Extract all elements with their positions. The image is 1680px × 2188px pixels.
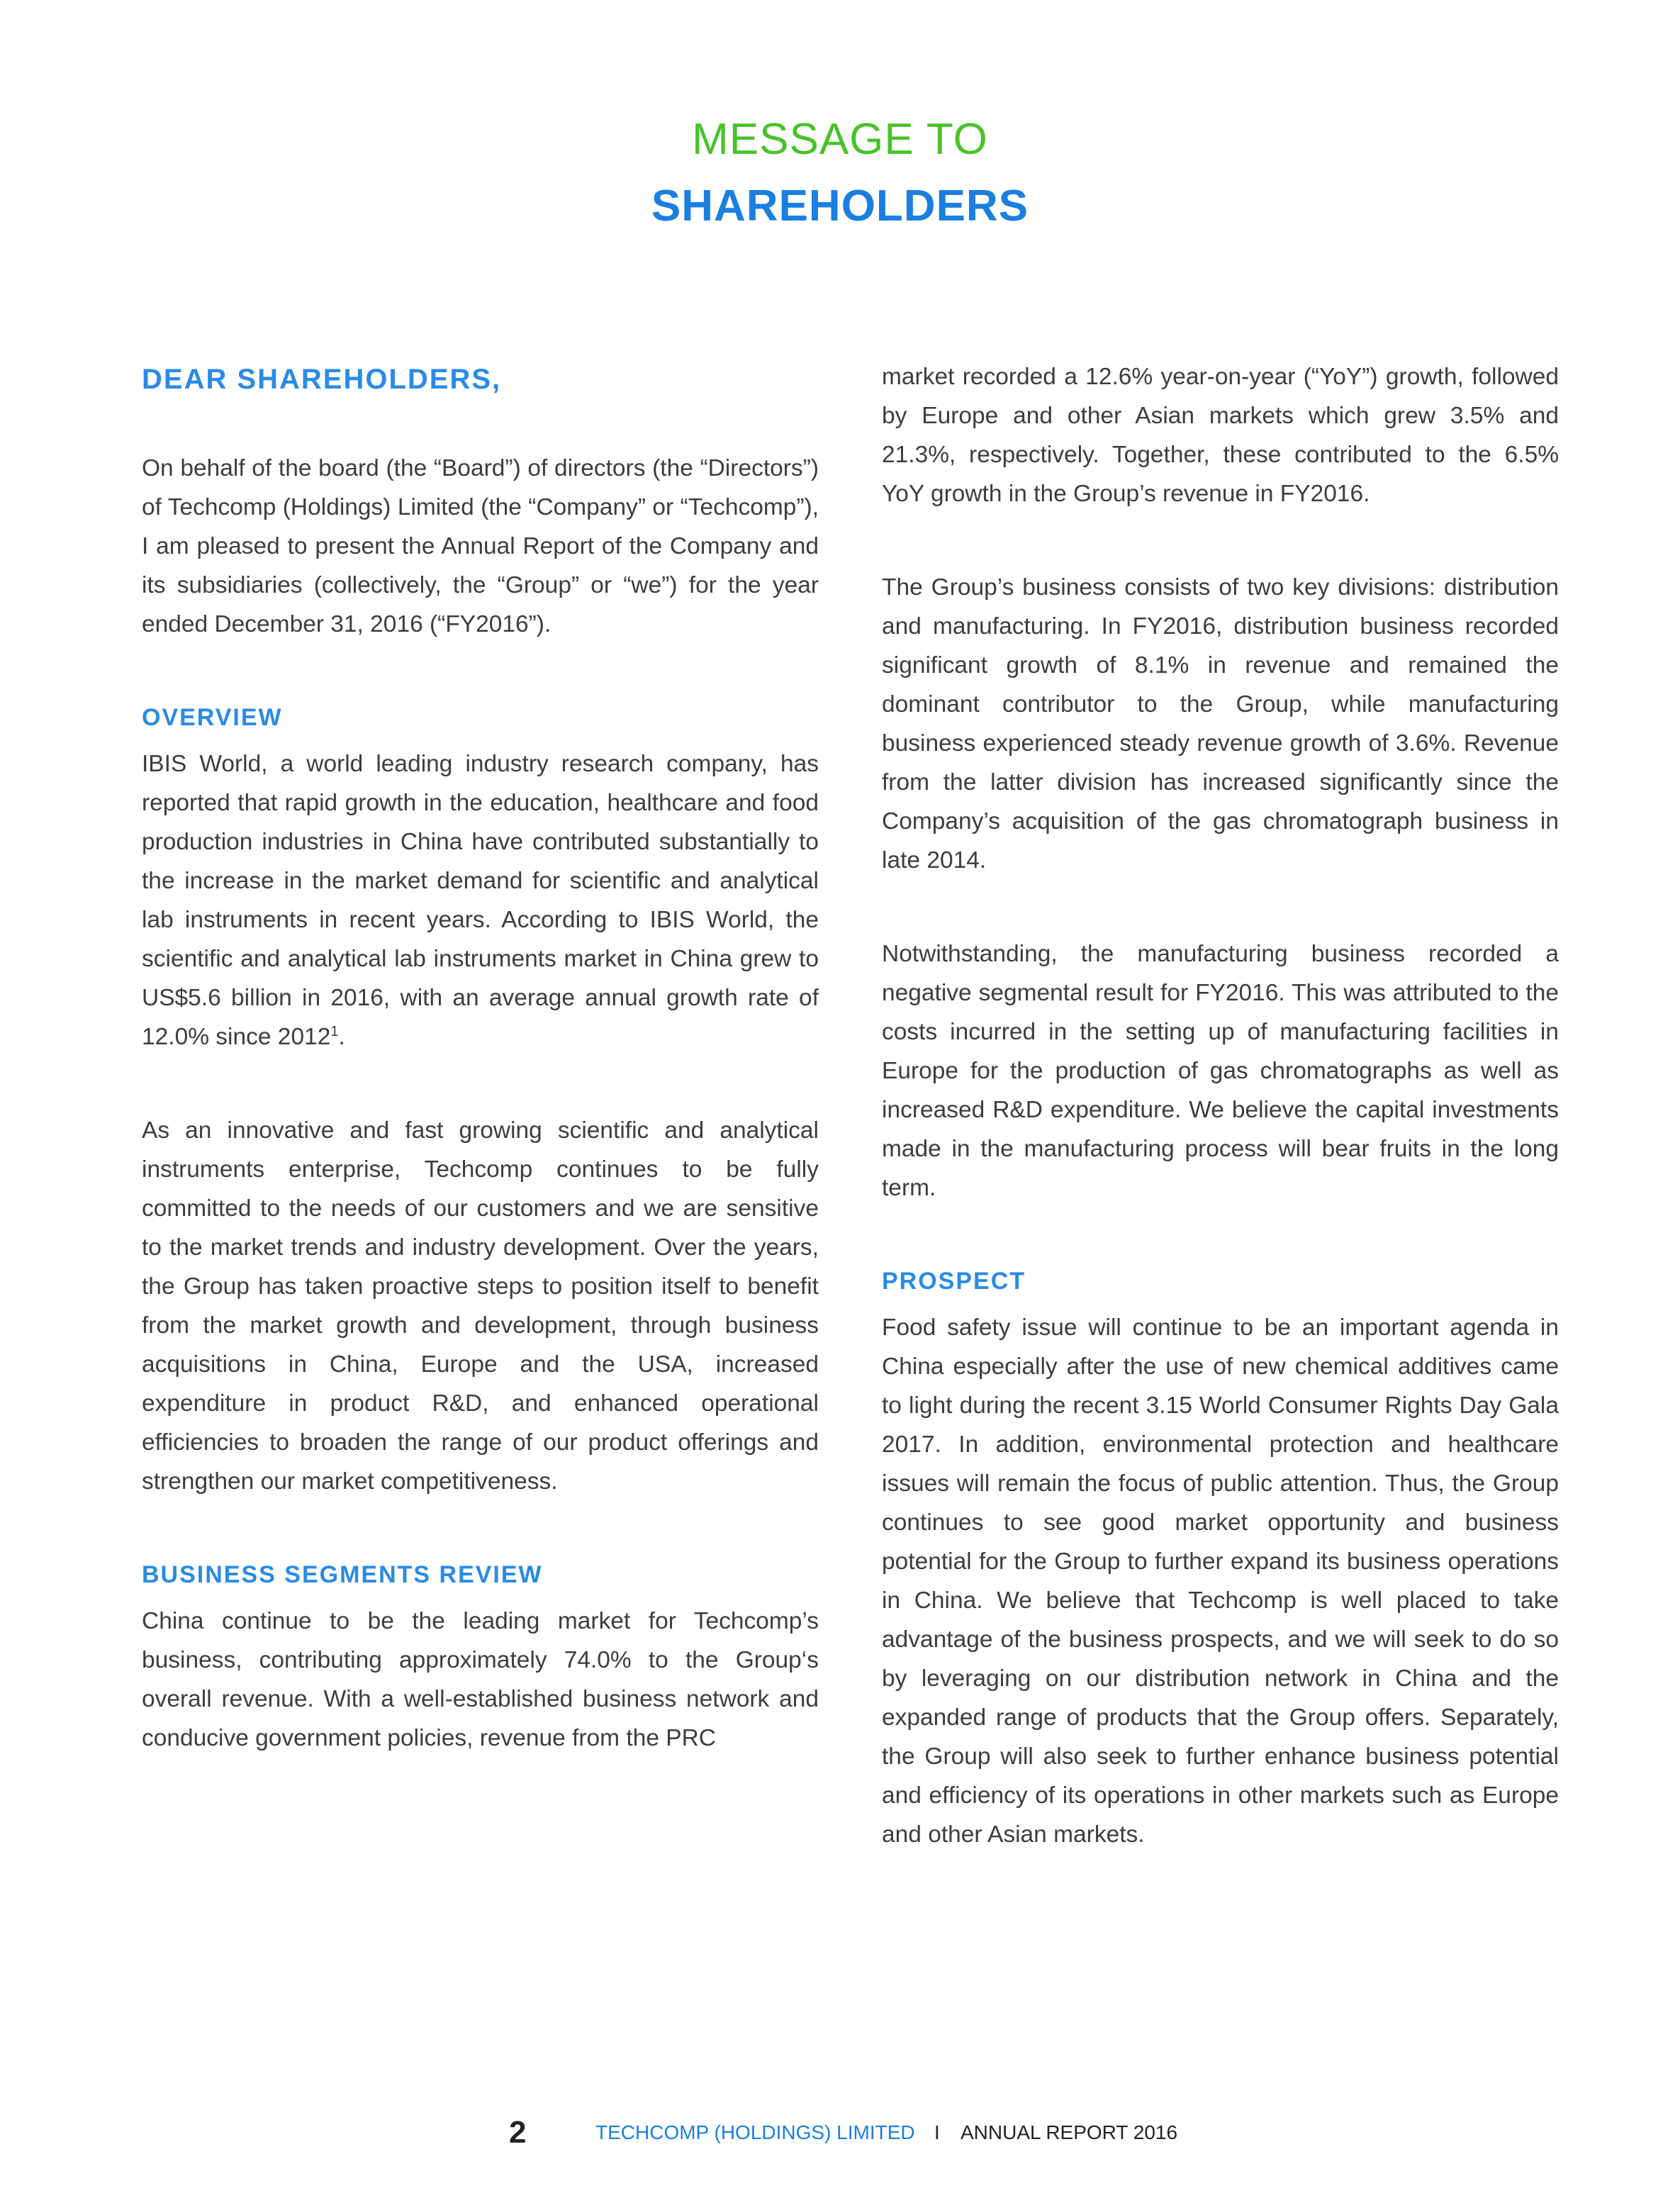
overview-paragraph-2: As an innovative and fast growing scientific and analytical instruments enterprise, Techcomp continues to be fully committed to the needs of our customers and we are sensitive to the market trends and industry development. Over the years, the Group has taken proactive steps to position itself to benefit from the market growth and development, through business acquisitions in China, Europe and the USA, increased expenditure in product R&D, and enhanced operational efficiencies to broaden the range of our product offerings and strengthen our market competitiveness. (142, 1117, 819, 1495)
prospect-heading: PROSPECT (882, 1268, 1026, 1295)
prospect-paragraph: Food safety issue will continue to be an important agenda in China especially after the use of new chemical additives came to light during the recent 3.15 World Consumer Rights Day Gala 2017. In addition, environmental protection and healthcare issues will remain the focus of public attention. Thus, the Group continues to see good market opportunity and business potential for the Group to further expand its business operations in China. We believe that Techcomp is well placed to take advantage of the business prospects, and we will seek to do so by leveraging on our distribution network in China and the expanded range of products that the Group offers. Separately, the Group will also seek to further enhance business potential and efficiency of its operations in other markets such as Europe and other Asian markets. (882, 1315, 1559, 1848)
overview-heading: OVERVIEW (142, 704, 283, 731)
salutation: DEAR SHAREHOLDERS, (142, 364, 502, 395)
title-line-2: SHAREHOLDERS (651, 182, 1029, 230)
footer-company-name: TECHCOMP (HOLDINGS) LIMITED (595, 2121, 915, 2143)
overview-paragraph-1-end: . (338, 1024, 345, 1050)
title-line-1: MESSAGE TO (692, 115, 988, 164)
intro-paragraph: On behalf of the board (the “Board”) of directors (the “Directors”) of Techcomp (Holdings) Limited (the “Company” or “Techcomp”), I am pleased to present the Annual Report of the Company and its subsidiaries (collectively, the “Group” or “we”) for the year ended December 31, 2016 (“FY2016”). (142, 455, 819, 637)
segments-heading: BUSINESS SEGMENTS REVIEW (142, 1561, 543, 1588)
footer-separator: I (934, 2121, 940, 2143)
segments-paragraph-1: China continue to be the leading market for Techcomp’s business, contributing approximately 74.0% to the Group‘s overall revenue. With a well-established business network and conducive government policies, revenue from the PRC (142, 1608, 819, 1751)
footnote-marker: 1 (330, 1023, 339, 1039)
footer-report-title: ANNUAL REPORT 2016 (961, 2121, 1178, 2143)
page-number: 2 (509, 2115, 527, 2150)
segments-paragraph-3: Notwithstanding, the manufacturing business recorded a negative segmental result for FY2016. This was attributed to the costs incurred in the setting up of manufacturing facilities in Europe for the production of gas chromatographs as well as increased R&D expenditure. We believe the capital investments made in the manufacturing process will bear fruits in the long term. (882, 941, 1559, 1201)
overview-paragraph-1-text: IBIS World, a world leading industry research company, has reported that rapid growth in the education, healthcare and food production industries in China have contributed substantially to the increase in the market demand for scientific and analytical lab instruments in recent years. According to IBIS World, the scientific and analytical lab instruments market in China grew to US$5.6 billion in 2016, with an average annual growth rate of 12.0% since 2012 (142, 751, 819, 1050)
segments-paragraph-2: The Group’s business consists of two key divisions: distribution and manufacturing. In FY2016, distribution business recorded significant growth of 8.1% in revenue and remained the dominant contributor to the Group, while manufacturing business experienced steady revenue growth of 3.6%. Revenue from the latter division has increased significantly since the Company’s acquisition of the gas chromatograph business in late 2014. (882, 574, 1559, 873)
left-column (142, 355, 819, 1758)
right-column (882, 357, 1559, 1854)
segments-paragraph-1-continued: market recorded a 12.6% year-on-year (“YoY”) growth, followed by Europe and other Asian markets which grew 3.5% and 21.3%, respectively. Together, these contributed to the 6.5% YoY growth in the Group’s revenue in FY2016. (882, 364, 1559, 507)
overview-paragraph-1 (142, 744, 819, 1056)
page-title (0, 106, 1680, 240)
page-footer (0, 2111, 1680, 2154)
